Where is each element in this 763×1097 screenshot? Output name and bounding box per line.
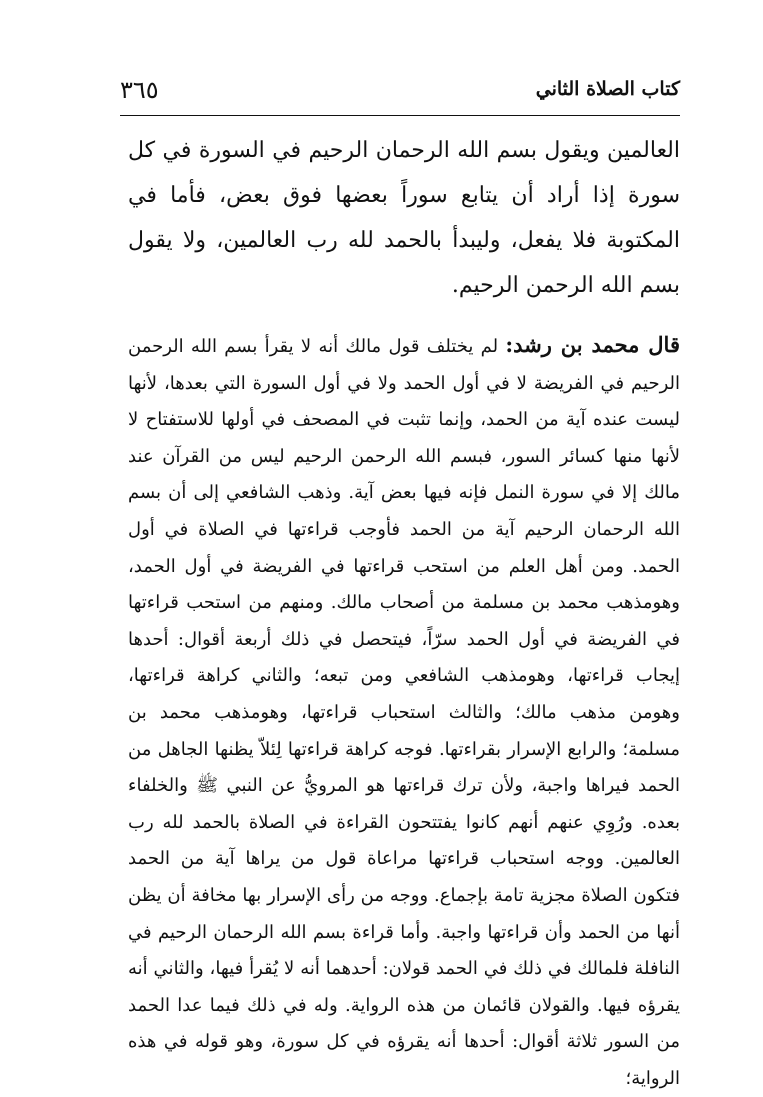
- running-header: [120, 76, 680, 112]
- speaker-label: قال محمد بن رشد:: [505, 332, 680, 357]
- paragraph-1: العالمين ويقول بسم الله الرحمان الرحيم في السورة في كل سورة إذا أراد أن يتابع سوراً بعضها فوق بعض، فأما في المكتوبة فلا يفعل، وليبدأ بالحمد لله رب العالمين، ولا يقول بسم الله الرحمن الرحيم.: [128, 138, 680, 298]
- header-rule: [120, 115, 680, 116]
- page-number: ٣٦٥: [120, 76, 159, 104]
- paragraph-2: [128, 327, 680, 1097]
- paragraph-2-text: لم يختلف قول مالك أنه لا يقرأ بسم الله الرحمن الرحيم في الفريضة لا في أول الحمد ولا في أول السورة التي بعدها، لأنها ليست عنده آية من الحمد، وإنما تثبت في المصحف في أولها للاستفتاح لا لأنها منها كسائر السور، فبسم الله الرحمن الرحيم ليس من القرآن عند مالك إلا في سورة النمل فإنه فيها بعض آية. وذهب الشافعي إلى أن بسم الله الرحمان الرحيم آية من الحمد فأوجب قراءتها في الصلاة في أول الحمد. ومن أهل العلم من استحب قراءتها في الفريضة في أول الحمد، وهومذهب محمد بن مسلمة من أصحاب مالك. ومنهم من استحب قراءتها في الفريضة في أول الحمد سرّاً، فيتحصل في ذلك أربعة أقوال: أحدها إيجاب قراءتها، وهومذهب الشافعي ومن تبعه؛ والثاني كراهة قراءتها، وهومن مذهب مالك؛ والثالث استحباب قراءتها، وهومذهب محمد بن مسلمة؛ والرابع الإسرار بقراءتها. فوجه كراهة قراءتها لِئلاّ يظنها الجاهل من الحمد فيراها واجبة، ولأن ترك قراءتها هو المرويُّ عن النبي ﷺ والخلفاء بعده. ورُوِي عنهم أنهم كانوا يفتتحون القراءة في الصلاة بالحمد لله رب العالمين. ووجه استحباب قراءتها مراعاة قول من يراها آية من الحمد فتكون الصلاة مجزية تامة بإجماع. ووجه من رأى الإسرار بها مخافة أن يظن أنها من الحمد وأن قراءتها واجبة. وأما قراءة بسم الله الرحمان الرحيم في النافلة فلمالك في ذلك في الحمد قولان: أحدهما أنه لا يُقرأ فيها، والثاني أنه يقرؤه فيها. والقولان قائمان من هذه الرواية. وله في ذلك فيما عدا الحمد من السور ثلاثة أقوال: أحدها أنه يقرؤه في كل سورة، وهو قوله في هذه الرواية؛: [128, 336, 680, 1089]
- running-title: كتاب الصلاة الثاني: [535, 78, 680, 100]
